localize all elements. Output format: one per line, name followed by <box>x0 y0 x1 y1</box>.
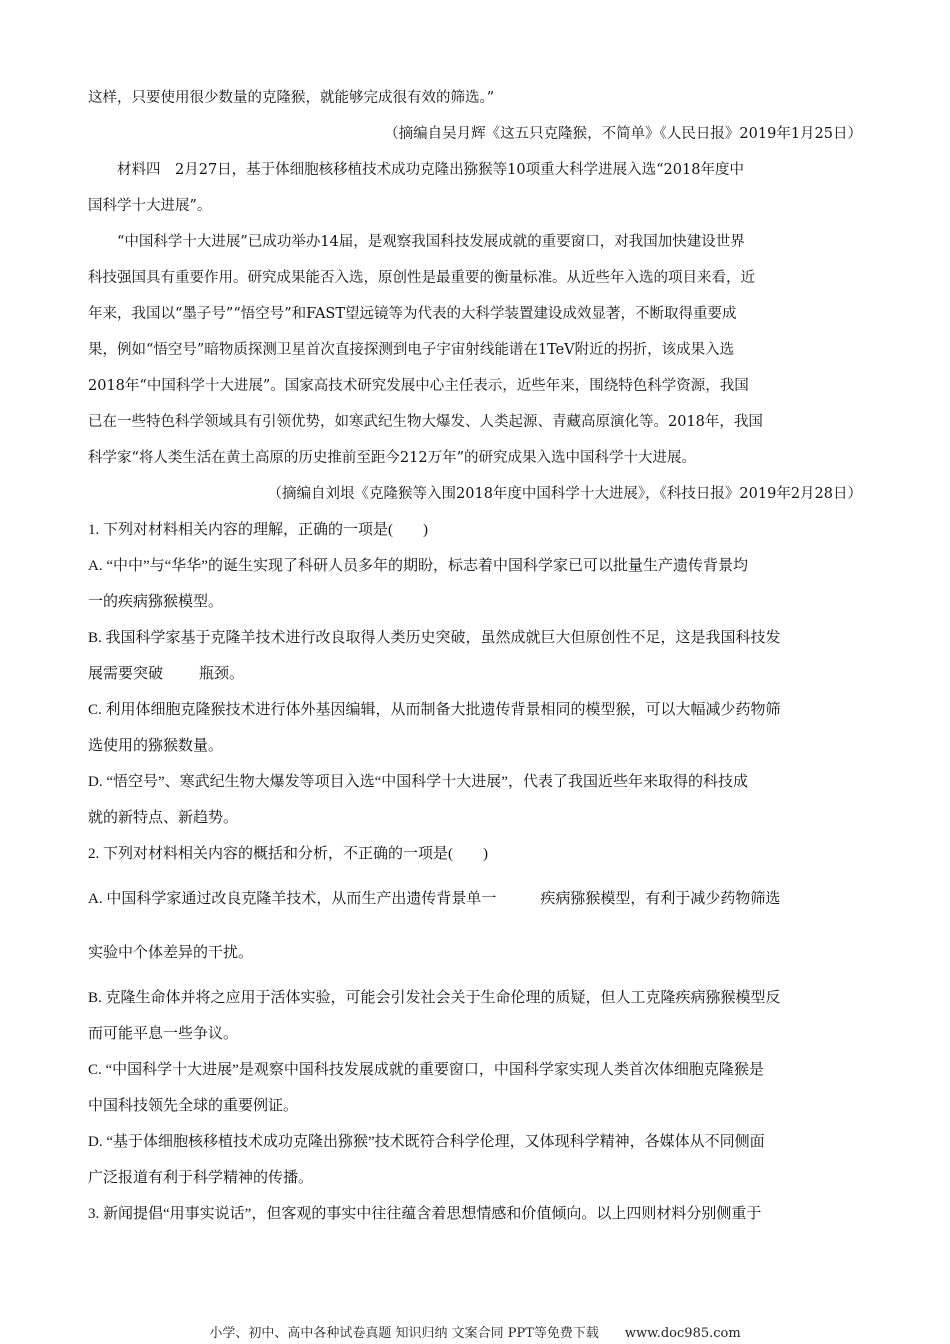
question-1-option-c-cont: 选使用的猕猴数量。 <box>88 738 224 754</box>
question-2: 2. 下列对材料相关内容的概括和分析，不正确的一项是( ) <box>88 846 488 862</box>
text-line: 材料四 2月27日，基于体细胞核移植技术成功克隆出猕猴等10项重大科学进展入选“2018年度中 <box>117 162 744 178</box>
source-citation: （摘编自吴月辉《这五只克隆猴，不简单》《人民日报》2019年1月25日） <box>384 126 862 142</box>
question-1-option-b: B. 我国科学家基于克隆羊技术进行改良取得人类历史突破，虽然成就巨大但原创性不足，这是我国科技发 <box>88 630 781 646</box>
text-line: 已在一些特色科学领域具有引领优势，如寒武纪生物大爆发、人类起源、青藏高原演化等。2018年，我国 <box>88 414 763 430</box>
page-footer: 小学、初中、高中各种试卷真题 知识归纳 文案合同 PPT等免费下载 www.doc985.com <box>209 1326 741 1341</box>
question-2-option-b-cont: 而可能平息一些争议。 <box>88 1026 239 1042</box>
question-2-option-a <box>88 872 862 926</box>
question-2-option-a-cont: 实验中个体差异的干扰。 <box>88 945 254 961</box>
question-2-option-d: D. “基于体细胞核移植技术成功克隆出猕猴”技术既符合科学伦理，又体现科学精神，各媒体从不同侧面 <box>88 1134 765 1150</box>
text-line: 这样，只要使用很少数量的克隆猴，就能够完成很有效的筛选。” <box>88 90 495 106</box>
question-2-option-c: C. “中国科学十大进展”是观察中国科技发展成就的重要窗口，中国科学家实现人类首次体细胞克隆猴是 <box>88 1062 764 1078</box>
question-3: 3. 新闻提倡“用事实说话”，但客观的事实中往往蕴含着思想情感和价值倾向。以上四则材料分别侧重于 <box>88 1206 762 1222</box>
question-1-option-d: D. “悟空号”、寒武纪生物大爆发等项目入选“中国科学十大进展”，代表了我国近些年来取得的科技成 <box>88 774 748 790</box>
question-2-option-c-cont: 中国科技领先全球的重要例证。 <box>88 1098 299 1114</box>
question-1-option-d-cont: 就的新特点、新趋势。 <box>88 810 239 826</box>
text-line: 年来，我国以“墨子号”“悟空号”和FAST望远镜等为代表的大科学装置建设成效显著，不断取得重要成 <box>88 306 737 322</box>
text-line: 果，例如“悟空号”暗物质探测卫星首次直接探测到电子宇宙射线能谱在1TeV附近的拐折，该成果入选 <box>88 342 735 358</box>
question-1-option-c: C. 利用体细胞克隆猴技术进行体外基因编辑，从而制备大批遗传背景相同的模型猴，可以大幅减少药物筛 <box>88 702 781 718</box>
text-line: 2018年“中国科学十大进展”。国家高技术研究发展中心主任表示，近些年来，围绕特色科学资源，我国 <box>88 378 749 394</box>
text-span: 瓶颈。 <box>199 666 245 682</box>
text-span: 疾病猕猴模型，有利于减少药物筛选 <box>540 891 781 907</box>
source-citation: （摘编自刘垠《克隆猴等入围2018年度中国科学十大进展》，《科技日报》2019年2月28日） <box>267 486 862 502</box>
text-line: 科学家“将人类生活在黄土高原的历史推前至距今212万年”的研究成果入选中国科学十大进展。 <box>88 450 696 466</box>
text-line: 国科学十大进展”。 <box>88 198 212 214</box>
question-1-option-b-cont <box>88 656 862 692</box>
question-2-option-d-cont: 广泛报道有利于科学精神的传播。 <box>88 1170 314 1186</box>
text-line: 科技强国具有重要作用。研究成果能否入选，原创性是最重要的衡量标准。从近些年入选的项目来看，近 <box>88 270 755 286</box>
text-span: 展需要突破 <box>88 666 164 682</box>
question-1-option-a-cont: 一的疾病猕猴模型。 <box>88 594 224 610</box>
text-line: “中国科学十大进展”已成功举办14届，是观察我国科技发展成就的重要窗口，对我国加快建设世界 <box>117 234 745 250</box>
text-span: A. 中国科学家通过改良克隆羊技术，从而生产出遗传背景单一 <box>88 891 497 907</box>
question-2-option-b: B. 克隆生命体并将之应用于活体实验，可能会引发社会关于生命伦理的质疑，但人工克隆疾病猕猴模型反 <box>88 990 781 1006</box>
question-1: 1. 下列对材料相关内容的理解，正确的一项是( ) <box>88 522 428 538</box>
question-1-option-a: A. “中中”与“华华”的诞生实现了科研人员多年的期盼，标志着中国科学家已可以批量生产遗传背景均 <box>88 558 748 574</box>
